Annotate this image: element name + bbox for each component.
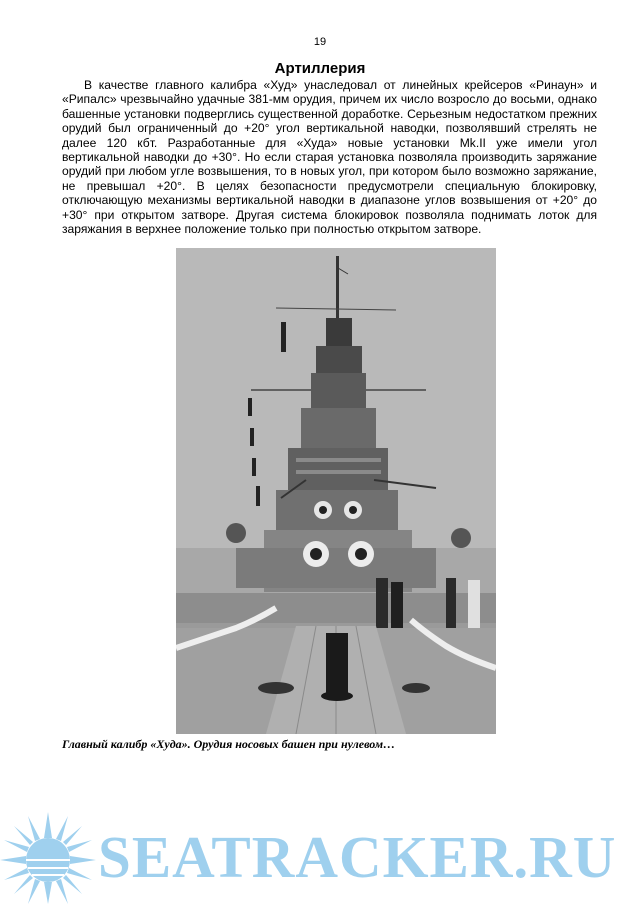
battleship-photo — [176, 248, 496, 734]
sun-logo-icon — [0, 812, 110, 905]
watermark-text: SEATRACKER.RU — [98, 824, 617, 890]
photo-caption: Главный калибр «Худа». Орудия носовых башен при нулевом… — [62, 737, 396, 751]
site-watermark — [0, 812, 640, 905]
section-heading: Артиллерия — [274, 60, 366, 77]
page-number: 19 — [313, 36, 327, 48]
body-paragraph: В качестве главного калибра «Худ» унаследовал от линейных крейсеров «Ринаун» и «Рипалс» чрезвычайно удачные 381-мм орудия, причем их число возросло до восьми, однако башенные установки подверглись существенной доработке. Серьезным недостатком прежних орудий был ограниченный до +20° угол вертикальной наводки, позволявший стрелять не далее 120 кбт. Разработанные для «Худа» новые установки Mk.II уже имели угол вертикальной наводки до +30°. Но если старая установка позволяла производить заряжание орудий при любом угле возвышения, то в новых угол, при котором было возможно заряжание, не превышал +20°. В целях безопасности предусмотрели специальную блокировку, отключающую механизмы вертикальной наводки в диапазоне углов возвышения от +20° до +30° при открытом затворе. Другая система блокировок позволяла поднимать лоток для заряжания в верхнее положение только при полностью открытом затворе. — [62, 78, 597, 237]
